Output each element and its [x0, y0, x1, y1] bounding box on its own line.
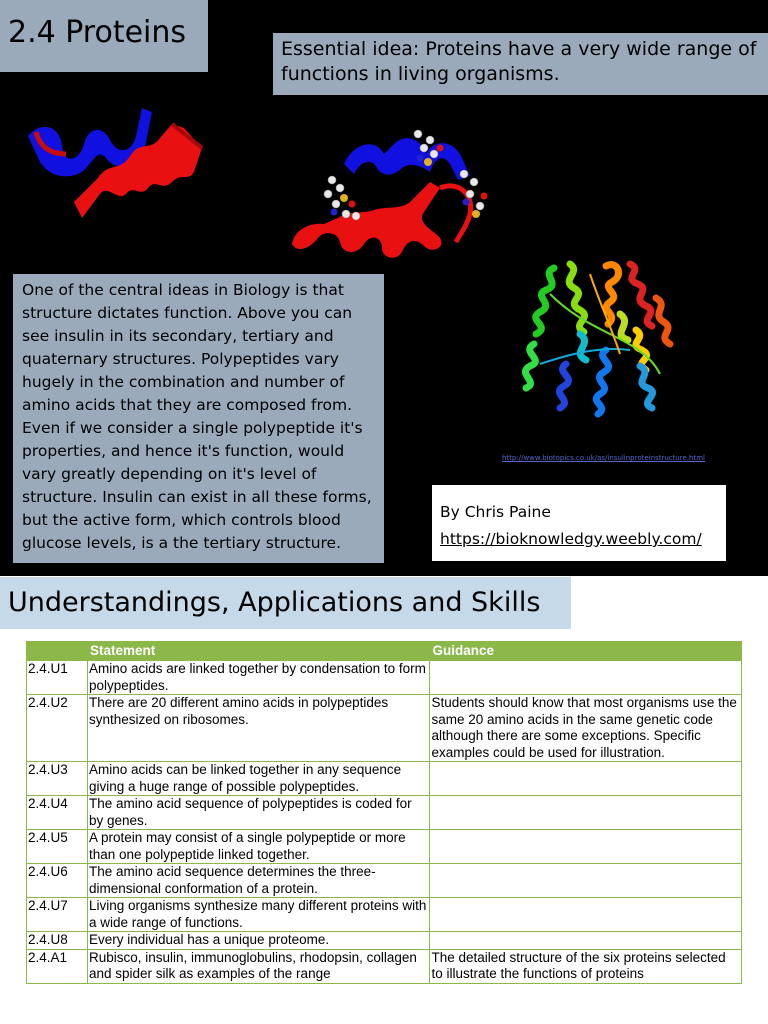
row-statement: Living organisms synthesize many different proteins with a wide range of functions. — [87, 898, 430, 932]
insulin-quaternary-structure-image — [510, 254, 684, 420]
table-row — [27, 949, 742, 983]
row-id: 2.4.U3 — [27, 762, 88, 796]
row-guidance — [430, 898, 742, 932]
essential-idea: Essential idea: Proteins have a very wide range of functions in living organisms. — [273, 33, 768, 95]
row-id: 2.4.A1 — [27, 949, 88, 983]
row-statement: Every individual has a unique proteome. — [87, 932, 430, 950]
table-row — [27, 932, 742, 950]
row-statement: A protein may consist of a single polypeptide or more than one polypeptide linked together. — [87, 830, 430, 864]
table-row — [27, 695, 742, 762]
table-row — [27, 796, 742, 830]
understandings-table — [26, 641, 742, 984]
row-guidance — [430, 864, 742, 898]
row-guidance: Students should know that most organisms use the same 20 amino acids in the same genetic code although there are some exceptions. Specific examples could be used for illustration. — [430, 695, 742, 762]
slide-understandings — [0, 576, 768, 1024]
table-row — [27, 830, 742, 864]
row-id: 2.4.U4 — [27, 796, 88, 830]
row-statement: Rubisco, insulin, immunoglobulins, rhodopsin, collagen and spider silk as examples of the range — [87, 949, 430, 983]
row-statement: Amino acids can be linked together in any sequence giving a huge range of possible polypeptides. — [87, 762, 430, 796]
title-box — [0, 0, 208, 72]
section-heading: Understandings, Applications and Skills — [0, 577, 571, 629]
row-guidance — [430, 830, 742, 864]
row-statement: The amino acid sequence determines the three-dimensional conformation of a protein. — [87, 864, 430, 898]
row-id: 2.4.U2 — [27, 695, 88, 762]
page-title: 2.4 Proteins — [8, 15, 187, 50]
row-statement: Amino acids are linked together by condensation to form polypeptides. — [87, 661, 430, 695]
row-guidance — [430, 762, 742, 796]
image-credit-link[interactable]: http://www.biotopics.co.uk/as/insulinproteinstructure.html — [502, 454, 705, 462]
row-id: 2.4.U7 — [27, 898, 88, 932]
table-row — [27, 898, 742, 932]
insulin-secondary-structure-image — [22, 98, 212, 238]
row-guidance — [430, 661, 742, 695]
table-header-row — [27, 642, 742, 661]
row-guidance: The detailed structure of the six proteins selected to illustrate the functions of proteins — [430, 949, 742, 983]
insulin-tertiary-structure-image — [284, 118, 502, 266]
row-statement: There are 20 different amino acids in polypeptides synthesized on ribosomes. — [87, 695, 430, 762]
row-id: 2.4.U8 — [27, 932, 88, 950]
row-id: 2.4.U5 — [27, 830, 88, 864]
row-guidance — [430, 796, 742, 830]
author-box — [432, 485, 726, 561]
intro-paragraph: One of the central ideas in Biology is that structure dictates function. Above you can see insulin in its secondary, tertiary and quaternary structures. Polypeptides vary hugely in the combination and number of amino acids that they are composed from. Even if we consider a single polypeptide it's properties, and hence it's function, would vary greatly depending on it's level of structure. Insulin can exist in all these forms, but the active form, which controls blood glucose levels, is a the tertiary structure. — [13, 274, 384, 563]
row-id: 2.4.U6 — [27, 864, 88, 898]
website-link[interactable]: https://bioknowledgy.weebly.com/ — [440, 530, 702, 548]
author-name: By Chris Paine — [440, 503, 551, 521]
row-guidance — [430, 932, 742, 950]
table-row — [27, 864, 742, 898]
row-id: 2.4.U1 — [27, 661, 88, 695]
column-header-guidance: Guidance — [430, 642, 742, 661]
column-header-statement: Statement — [87, 642, 430, 661]
row-statement: The amino acid sequence of polypeptides is coded for by genes. — [87, 796, 430, 830]
table-row — [27, 762, 742, 796]
column-header-id — [27, 642, 88, 661]
table-row — [27, 661, 742, 695]
